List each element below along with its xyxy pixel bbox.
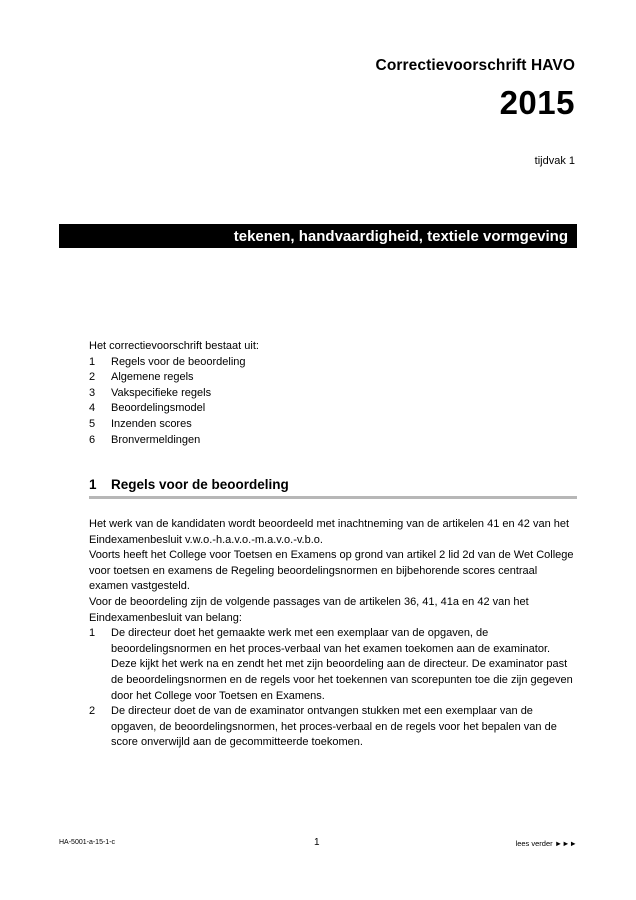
continue-note: lees verder ►►► bbox=[515, 839, 577, 848]
list-item-label: Inzenden scores bbox=[111, 417, 192, 430]
exam-year: 2015 bbox=[499, 84, 575, 121]
list-item bbox=[89, 433, 259, 449]
list-item-number: 1 bbox=[89, 355, 96, 368]
list-item bbox=[89, 386, 259, 402]
list-item-label: Algemene regels bbox=[111, 371, 194, 384]
list-item bbox=[89, 370, 259, 386]
section-divider bbox=[89, 496, 577, 499]
list-item-label: Bronvermeldingen bbox=[111, 433, 201, 446]
document-title: Correctievoorschrift HAVO bbox=[375, 57, 575, 74]
section-title: Regels voor de beoordeling bbox=[111, 477, 289, 492]
list-item-label: Vakspecifieke regels bbox=[111, 386, 212, 399]
rule-item bbox=[89, 704, 577, 751]
paragraph: Voor de beoordeling zijn de volgende passages van de artikelen 36, 41, 41a en 42 van het Eindexamenbesluit van belang: bbox=[89, 595, 529, 624]
subject-banner: tekenen, handvaardigheid, textiele vormgeving bbox=[59, 224, 577, 248]
list-item-number: 4 bbox=[89, 402, 96, 415]
list-item-number: 3 bbox=[89, 386, 96, 399]
page-number: 1 bbox=[314, 837, 320, 848]
rule-item-text: De directeur doet het gemaakte werk met een exemplaar van de opgaven, de beoordelingsnormen en het proces-verbaal van het examen toekomen aan de examinator. Deze kijkt het werk na en zendt het met zijn beoordeling aan de directeur. De examinator past de beoordelingsnormen en de regels voor het toekennen van scorepunten toe die zijn gegeven door het College voor Toetsen en Examens. bbox=[111, 627, 573, 702]
list-item bbox=[89, 417, 259, 433]
rule-item-number: 2 bbox=[89, 705, 96, 718]
rule-item-number: 1 bbox=[89, 627, 96, 640]
list-item bbox=[89, 355, 259, 371]
list-item bbox=[89, 401, 259, 417]
rule-item bbox=[89, 626, 577, 704]
list-item-label: Beoordelingsmodel bbox=[111, 402, 206, 415]
list-item-number: 6 bbox=[89, 433, 96, 446]
section-heading bbox=[89, 477, 289, 492]
paragraph: Het werk van de kandidaten wordt beoordeeld met inachtneming van de artikelen 41 en 42 van het Eindexamenbesluit v.w.o.-h.a.v.o.-m.a.v.o.-v.b.o. bbox=[89, 518, 570, 546]
list-item-number: 2 bbox=[89, 371, 96, 384]
contents-lead: Het correctievoorschrift bestaat uit: bbox=[89, 340, 259, 352]
document-code: HA-5001-a-15-1-c bbox=[59, 839, 116, 846]
rule-item-text: De directeur doet de van de examinator ontvangen stukken met een exemplaar van de opgaven, de beoordelingsnormen, het proces-verbaal en de regels voor het bepalen van de score onverwijld aan de gecommitteerde toekomen. bbox=[111, 705, 557, 749]
list-item-number: 5 bbox=[89, 417, 96, 430]
list-item-label: Regels voor de beoordeling bbox=[111, 355, 246, 368]
section-body bbox=[89, 517, 577, 751]
section-number: 1 bbox=[89, 477, 97, 492]
contents-list bbox=[89, 339, 259, 448]
exam-period: tijdvak 1 bbox=[534, 155, 575, 167]
paragraph: Voorts heeft het College voor Toetsen en Examens op grond van artikel 2 lid 2d van de Wet College voor toetsen en examens de Regeling beoordelingsnormen en bijbehorende scores centraal examen vastgesteld. bbox=[89, 549, 574, 593]
